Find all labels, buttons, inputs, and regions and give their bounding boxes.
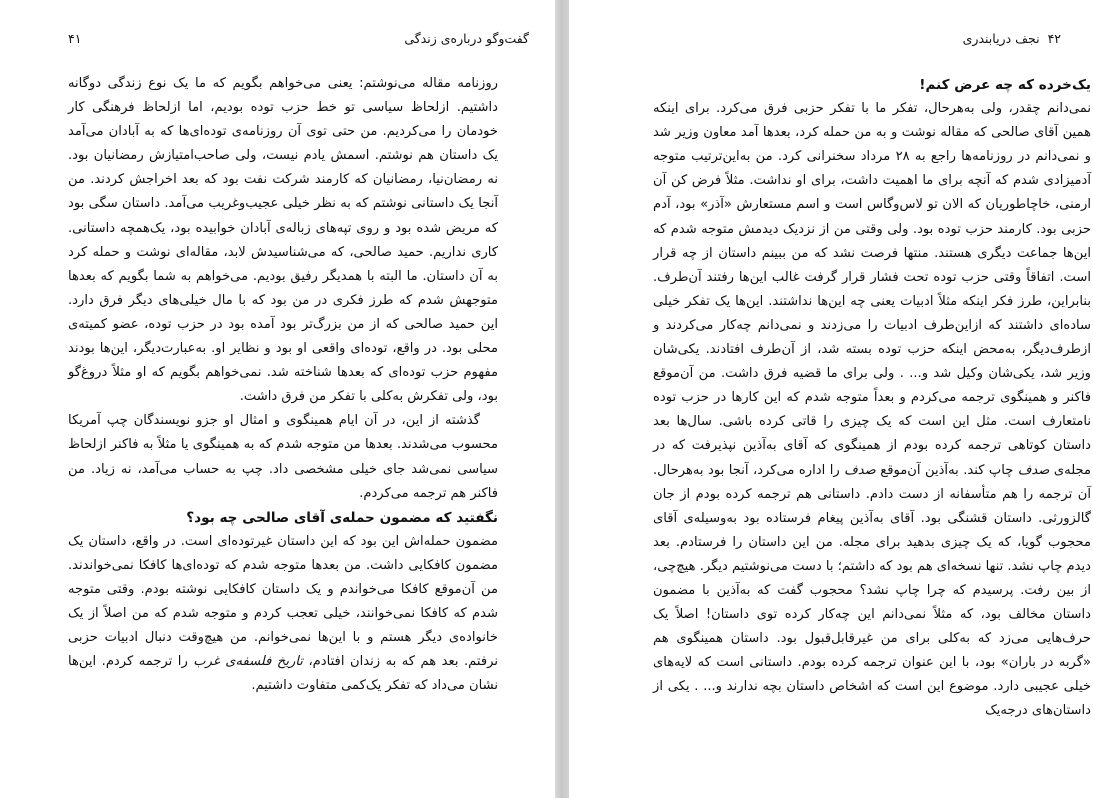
running-header-title (963, 31, 1061, 46)
interview-question: نگفتید که مضمون حمله‌ی آقای صالحی چه بود؟ (186, 509, 498, 526)
page-body (68, 72, 498, 698)
running-header (593, 28, 1061, 48)
magazine-name: صدف (1017, 462, 1050, 478)
magazine-name: صدف (844, 462, 876, 478)
book-title: تاریخ فلسفه‌ی غرب (193, 654, 303, 670)
paragraph: روزنامه مقاله می‌نوشتم: یعنی می‌خواهم بگویم که ما یک نوع زندگی دوگانه داشتیم. ازلحاظ سیاسی تو خط حزب توده بودیم، اما ازلحاظ فرهنگی کار خودمان را می‌کردیم. من حتی توی آن روزنامه‌ی توده‌ای‌ها که به آبادان می‌آمد یک داستان هم نوشتم. اسمش یادم نیست، ولی صاحب‌امتیازش رمضانیان بود. نه رمضان‌نیا، رمضانیان که کارمند شرکت نفت بود که بعد اخراجش کردند. من آنجا یک داستانی نوشتم که به نظر خیلی عجیب‌وغریب می‌آمد. داستان سگی بود که مریض شده بود و روی تپه‌های زباله‌ی آبادان خوابیده بود، یک‌همچه داستانی. کاری نداریم. حمید صالحی، که می‌شناسیدش لابد، مقاله‌ای نوشت و حمله کرد به آن داستان. ما البته با همدیگر رفیق بودیم. می‌خواهم به شما بگویم که بعدها متوجهش شدم که طرز فکری در من بود که با مال خیلی‌های دیگر فرق دارد. این حمید صالحی که از من بزرگ‌تر بود آمده بود در حزب توده، عضو کمیته‌ی محلی بود. در واقع، توده‌ای واقعی او بود و نظایر او. به‌عبارت‌دیگر، این‌ها بودند مفهوم حزب توده‌ای که بعدها شناخته شد. نمی‌خواهم بگویم که او مثلاً دروغ‌گو بود، ولی تفکرش به‌کلی با تفکر من فرق داشت. (68, 76, 498, 405)
paragraph: گذشته از این، در آن ایام همینگوی و امثال او جزو نویسندگان چپ آمریکا محسوب می‌شدند. بعدها من متوجه شدم که به همینگوی یا مثلاً به فاکنر ازلحاظ سیاسی نمی‌شد جای خیلی مشخصی داد. چپ به حساب می‌آمد، نه زیاد. من فاکنر هم ترجمه می‌کردم. (68, 413, 498, 501)
paragraph-text: چاپ کند. به‌آذین آن‌موقع (880, 462, 1014, 478)
running-header (68, 28, 529, 48)
page-body (653, 73, 1091, 724)
running-header-title: گفت‌وگو درباره‌ی زندگی (404, 30, 529, 46)
paragraph-text: مضمون حمله‌اش این بود که این داستان غیرتوده‌ای است. در واقع، داستان یک مضمون کافکایی داشت. من بعدها متوجه شدم که توده‌ای‌ها کافکا نمی‌خواندند. من آن‌موقع کافکا می‌خواندم و یک داستان کافکایی نوشته بودم. وقتی متوجه شدم که کافکا نمی‌خوانند، خیلی تعجب کردم و متوجه شدم که من اصلاً از یک خانواده‌ی دیگر هستم و با این‌ها نمی‌خوانم. من هیچ‌وقت دنبال ادبیات حزبی نرفتم. بعد هم که به زندان افتادم، (68, 533, 498, 670)
page-number: ۴۱ (68, 30, 82, 46)
author-name: نجف دریابندری (962, 30, 1040, 46)
paragraph (653, 97, 1091, 723)
paragraph-text: نمی‌دانم چقدر، ولی به‌هرحال، تفکر ما با تفکر حزبی فرق می‌کرد. برای اینکه همین آقای صالحی که مقاله نوشت و به من حمله کرد، بعدها آمد معاون وزیر شد و نمی‌دانم در روزنامه‌ها راجع به ۲۸ مرداد سخنرانی کرد. من به‌این‌ترتیب متوجه آدمیزادی شدم که آنچه برای ما اهمیت داشت، برای او نداشت. مثلاً فرض کن آن ارمنی، خاچاطوریان که الان تو لاس‌وگاس است و اسم مستعارش «آذر» بود، آدم حزبی بود. کارمند حزب توده بود. ولی وقتی من از نزدیک دیدمش متوجه شدم که این‌ها جماعت دیگری هستند. منتها فرصت نشد که من ببینم داستان از چه قرار است. اتفاقاً وقتی حزب توده تحت فشار قرار گرفت غالب این‌ها رفتند آن‌طرف. بنابراین، طرز فکر اینکه مثلاً ادبیات یعنی چه این‌ها نداشتند. این‌ها یک تفکر خیلی ساده‌ای داشتند که ازاین‌طرف ادبیات را می‌زدند و نمی‌دانم چه‌کار می‌کردند و ازطرف‌دیگر، به‌محض اینکه حزب توده بسته شد، از آن‌طرف افتادند. یکی‌شان وزیر شد، یکی‌شان وکیل شد و... . ولی برای ما قضیه فرق داشت. من آن‌موقع فاکنر و همینگوی ترجمه می‌کردم و بعداً متوجه شدم که این کارها در حزب توده نامتعارف است. مثل این است که یک چیزی را قاتی کرده باشی. سال‌ها بعد داستان کوتاهی ترجمه کرده بودم از همینگوی که آقای به‌آذین نپذیرفت که در مجله‌ی (653, 101, 1091, 478)
page-number: ۴۲ (1047, 30, 1061, 46)
paragraph-text: را اداره می‌کرد، آنجا بود به‌هرحال. آن ترجمه را هم متأسفانه از دست دادم. داستانی هم ترجمه کرده بودم از جان گالزورثی. داستان قشنگی بود. آقای به‌آذین پیغام فرستاده بود به‌وسیله‌ی آقای محجوب گویا، که یک چیزی بدهید برای مجله. من این داستان را فرستادم. بعد دیدم چاپ نشد. تنها نسخه‌ای هم بود که داشتم؛ با دست می‌نوشتیم دیگر. هیچ‌چی، از بین رفت. پرسیدم که چرا چاپ نشد؟ محجوب گفت که به‌آذین با مضمون داستان مخالف بود، که مثلاً نمی‌دانم این چه‌کار کرده توی داستان! اصلاً یک حرف‌هایی می‌زد که به‌کلی برای من غیرقابل‌قبول بود. داستان همینگوی هم «گربه در باران» بود، با این عنوان ترجمه کرده بودم. داستانی است که لایه‌های خیلی عجیبی دارد. موضوع این است که اشخاص داستان بچه ندارند و... . یکی از داستان‌های درجه‌یک (653, 462, 1091, 719)
interview-question: یک‌خرده که چه عرض کنم! (919, 77, 1091, 93)
paragraph (68, 530, 498, 699)
book-gutter (555, 0, 569, 798)
paragraph-text: را ترجمه کردم. این‌ها نشان می‌داد که تفکر یک‌کمی متفاوت داشتیم. (68, 654, 498, 694)
page-42 (569, 0, 1093, 798)
